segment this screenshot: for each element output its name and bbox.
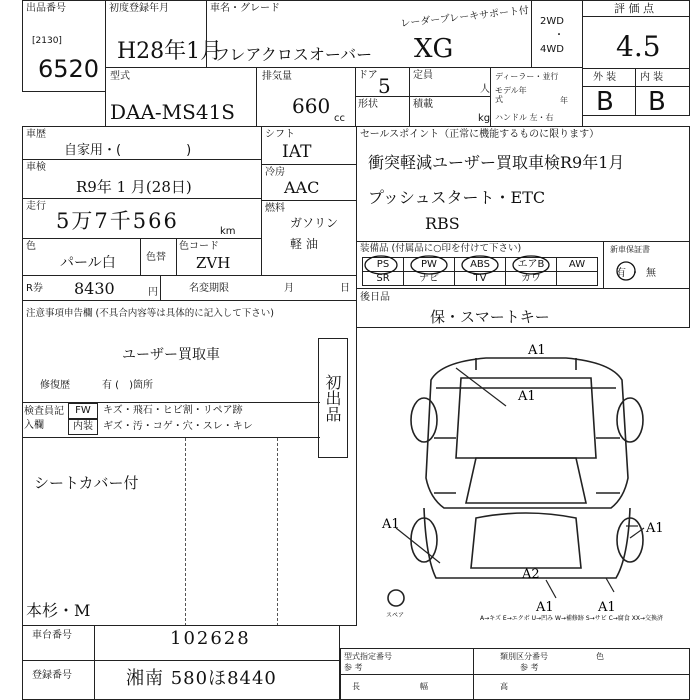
equip-airbag: エアB <box>505 257 557 272</box>
inspector-label: 検査員記入欄 <box>24 406 64 431</box>
grade-note: レーダーブレーキサポート付 <box>399 5 530 30</box>
category-label: 類別区分番号 <box>500 652 548 661</box>
mileage-unit: km <box>220 226 236 237</box>
sales-line-3: RBS <box>425 214 460 233</box>
divider <box>176 238 177 276</box>
wheel-front-left <box>411 518 437 562</box>
spare-label: スペア <box>386 612 405 619</box>
damage-mark-front-left: A1 <box>536 600 554 615</box>
doors-value: 5 <box>378 74 391 98</box>
interior-items: ギズ・汚・コゲ・穴・スレ・キレ <box>103 421 253 432</box>
displacement-value: 660 <box>292 94 331 118</box>
circle-mark <box>617 262 635 280</box>
divider <box>261 164 357 165</box>
grade: XG <box>414 34 454 64</box>
width-label: 幅 <box>420 682 428 691</box>
plate-value: 湘南 580ほ8440 <box>126 668 277 689</box>
lot-number: 6520 <box>38 55 100 83</box>
model-value: DAA-MS41S <box>110 100 236 124</box>
drive-separator: ・ <box>554 30 564 41</box>
equipment-circles <box>356 241 690 291</box>
arrow <box>606 578 614 592</box>
exterior-grade: B <box>596 87 614 117</box>
sales-line-2: プッシュスタート・ETC <box>368 188 546 207</box>
mileage-value: 5万7千566 <box>56 209 179 233</box>
staff-note: 本杉・M <box>26 601 91 620</box>
wheel-rear-left <box>411 398 437 442</box>
evaluation-label: 評 価 点 <box>614 2 654 15</box>
model-year-label: モデル年式 <box>495 86 527 104</box>
legend-text: A→キズ E→エクボ U→凹み W→補修跡 S→サビ C→腐食 XX→交換済 <box>480 615 663 622</box>
damage-mark-left-front: A1 <box>382 517 400 532</box>
circle-mark <box>365 256 397 274</box>
ac-label: 冷房 <box>265 167 285 178</box>
arrow <box>546 580 556 598</box>
history-value: 自家用・( ) <box>64 143 192 158</box>
recycle-unit: 円 <box>148 287 158 298</box>
warranty-yes: 有 <box>616 268 626 279</box>
later-items-value: 保・スマートキー <box>430 308 550 326</box>
fuel-gasoline: ガソリン <box>290 216 339 230</box>
length-label: 長 <box>352 682 360 691</box>
circle-mark <box>411 256 447 274</box>
recycle-value: 8430 <box>74 279 115 298</box>
warranty-separator: ・ <box>630 268 640 279</box>
windshield-outline <box>471 513 581 568</box>
shift-value: IAT <box>282 142 312 162</box>
load-unit: kg <box>478 113 491 124</box>
body-outline <box>426 358 628 508</box>
damage-mark-rear: A1 <box>528 343 546 358</box>
divider <box>22 437 320 438</box>
equip-sr: SR <box>362 271 404 286</box>
color-code-label: 色コード <box>179 241 219 252</box>
inspection-label: 車検 <box>26 162 46 173</box>
drive-4wd: 4WD <box>540 44 564 55</box>
divider <box>160 275 161 301</box>
color-label: 色 <box>26 241 36 252</box>
fuel-diesel: 軽 油 <box>290 237 318 251</box>
warranty-no: 無 <box>646 268 656 279</box>
door-lines <box>434 438 620 493</box>
equip-abs: ABS <box>454 257 506 272</box>
car-grade-label: 車名・グレード <box>210 3 280 14</box>
load-label: 積載 <box>413 99 433 110</box>
chassis-label: 車台番号 <box>32 630 72 641</box>
later-items-label: 後日品 <box>360 292 390 303</box>
circle-mark <box>513 256 549 274</box>
interior-grade: B <box>648 87 666 117</box>
arrow <box>456 368 506 406</box>
divider <box>22 238 262 239</box>
month-unit: 月 <box>284 283 294 294</box>
plate-label: 登録番号 <box>32 670 72 681</box>
seat-cover-note: シートカバー付 <box>34 474 139 492</box>
first-registration-value: H28年1月 <box>117 39 223 64</box>
damage-mark-right-front: A1 <box>646 521 664 536</box>
sales-point-label: セールスポイント（正常に機能するものに限ります） <box>360 129 600 140</box>
circle-mark <box>462 256 498 274</box>
divider <box>140 238 141 276</box>
equip-ps: PS <box>362 257 404 272</box>
name-change-label: 名変期限 <box>189 283 229 294</box>
sales-point-box <box>356 126 690 242</box>
fuel-label: 燃料 <box>265 203 285 214</box>
column-guide <box>277 438 278 626</box>
wheel-front-right <box>617 518 643 562</box>
exterior-label: 外 装 <box>593 72 617 83</box>
evaluation-score: 4.5 <box>616 30 661 63</box>
equipment-label: 装備品 (付属品に○印を付けて下さい) <box>360 243 522 254</box>
doors-label: ドア <box>358 70 378 81</box>
dealer-label: ディーラー・並行 <box>495 72 559 81</box>
damage-mark-front-right: A1 <box>598 600 616 615</box>
category-reference-label: 参 考 <box>520 663 539 672</box>
drive-2wd: 2WD <box>540 16 564 27</box>
reference-label: 参 考 <box>344 663 363 672</box>
divider <box>635 68 636 116</box>
color-no-label: 色替 <box>146 252 166 263</box>
day-unit: 日 <box>340 283 350 294</box>
displacement-label: 排気量 <box>262 71 292 82</box>
mileage-label: 走行 <box>26 201 46 212</box>
displacement-unit: cc <box>334 113 345 124</box>
first-registration-label: 初度登録年月 <box>109 3 169 14</box>
car-name: フレアクロスオーバー <box>214 45 373 64</box>
year-unit: 年 <box>560 96 568 105</box>
divider <box>582 16 690 17</box>
color-ref-label: 色 <box>596 652 604 661</box>
divider <box>22 159 262 160</box>
handle-label: ハンドル 左・右 <box>495 113 554 122</box>
interior-row-label: 内装 <box>68 419 98 435</box>
arrow <box>396 528 440 563</box>
user-buy-note: ユーザー買取車 <box>122 347 220 363</box>
history-label: 車歴 <box>26 129 46 140</box>
model-label: 型式 <box>110 71 130 82</box>
divider <box>473 674 690 675</box>
divider <box>22 402 320 403</box>
auction-code: [2130] <box>32 36 62 46</box>
divider <box>22 198 262 199</box>
fw-label: FW <box>68 403 98 419</box>
new-car-warranty-label: 新車保証書 <box>610 245 650 254</box>
car-damage-diagram <box>356 328 690 628</box>
column-guide <box>185 438 186 626</box>
color-code-value: ZVH <box>196 254 231 272</box>
equip-tv: TV <box>454 271 506 286</box>
damage-mark-hood: A2 <box>522 567 540 582</box>
recycle-label: R券 <box>26 283 43 294</box>
divider <box>340 674 474 675</box>
damage-mark-roof: A1 <box>518 389 536 404</box>
type-designation-label: 型式指定番号 <box>344 652 392 661</box>
repair-value: 有 ( )箇所 <box>102 380 153 391</box>
divider <box>582 68 690 69</box>
wheel-rear-right <box>617 398 643 442</box>
shape-label: 形状 <box>358 99 378 110</box>
equip-pw: PW <box>403 257 455 272</box>
fw-items: キズ・飛石・ヒビ割・リペア跡 <box>103 405 243 416</box>
equip-leather: カワ <box>505 271 557 286</box>
repair-label: 修復歴 <box>40 380 70 391</box>
divider <box>261 200 357 201</box>
sales-line-1: 衝突軽減ユーザー買取車検R9年1月 <box>368 153 625 172</box>
hood-outline <box>466 458 586 503</box>
height-label: 高 <box>500 682 508 691</box>
equip-navi: ナビ <box>403 271 455 286</box>
spare-tire <box>388 590 404 606</box>
interior-label: 内 装 <box>640 72 664 83</box>
lot-label: 出品番号 <box>26 3 66 14</box>
caution-label: 注意事項申告欄 (不具合内容等は具体的に記入して下さい) <box>26 308 274 319</box>
ac-value: AAC <box>284 178 320 197</box>
first-listing-stamp: 初出品 <box>318 338 348 458</box>
chassis-value: 102628 <box>170 628 251 649</box>
capacity-unit: 人 <box>480 84 490 95</box>
color-value: パール白 <box>60 255 116 271</box>
inspection-value: R9年 1 月(28日) <box>76 178 192 196</box>
shift-label: シフト <box>265 129 295 140</box>
equip-aw: AW <box>556 257 598 272</box>
capacity-label: 定員 <box>413 70 433 81</box>
